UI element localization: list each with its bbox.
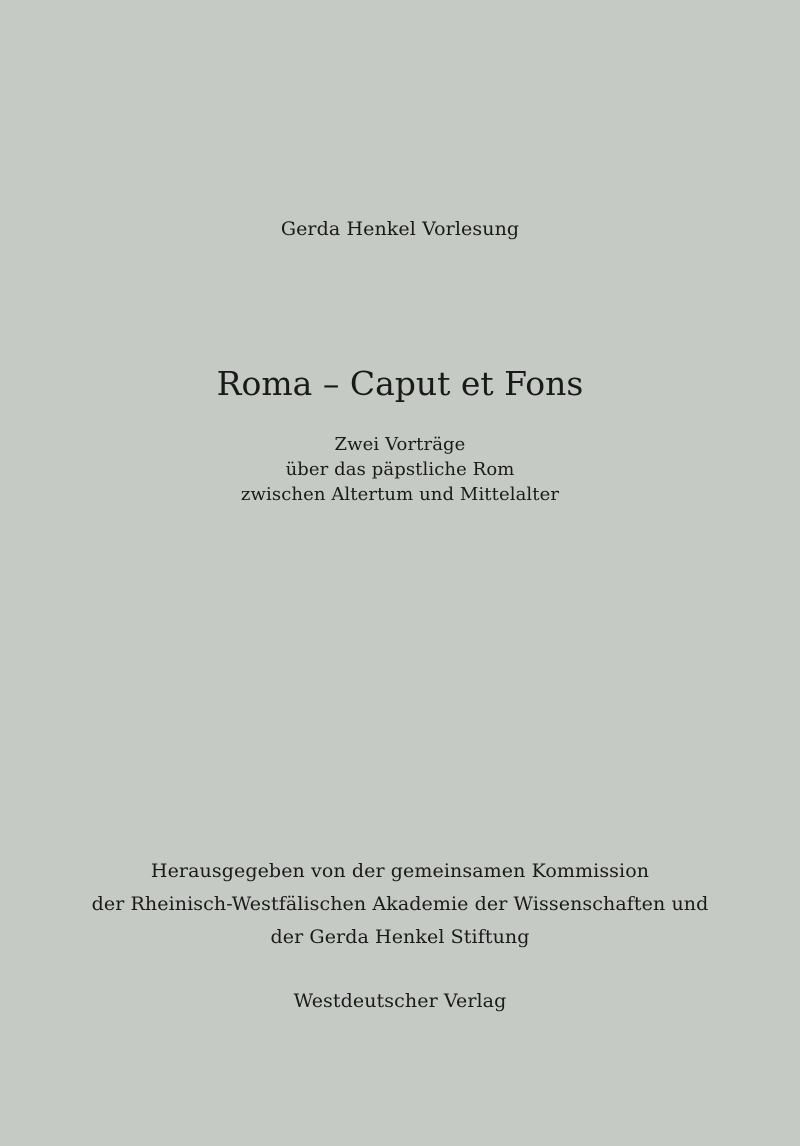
editor-line-2: der Rheinisch-Westfälischen Akademie der Wissenschaften und: [91, 893, 709, 915]
book-title: Roma – Caput et Fons: [216, 364, 584, 403]
subtitle-line-2: über das päpstliche Rom: [285, 459, 515, 480]
subtitle-line-1: Zwei Vorträge: [334, 434, 466, 455]
series-name: Gerda Henkel Vorlesung: [280, 218, 520, 240]
publisher-name: Westdeutscher Verlag: [293, 990, 507, 1012]
editor-line-3: der Gerda Henkel Stiftung: [270, 926, 530, 948]
editor-line-1: Herausgegeben von der gemeinsamen Kommission: [150, 860, 650, 882]
subtitle-line-3: zwischen Altertum und Mittelalter: [240, 484, 560, 505]
